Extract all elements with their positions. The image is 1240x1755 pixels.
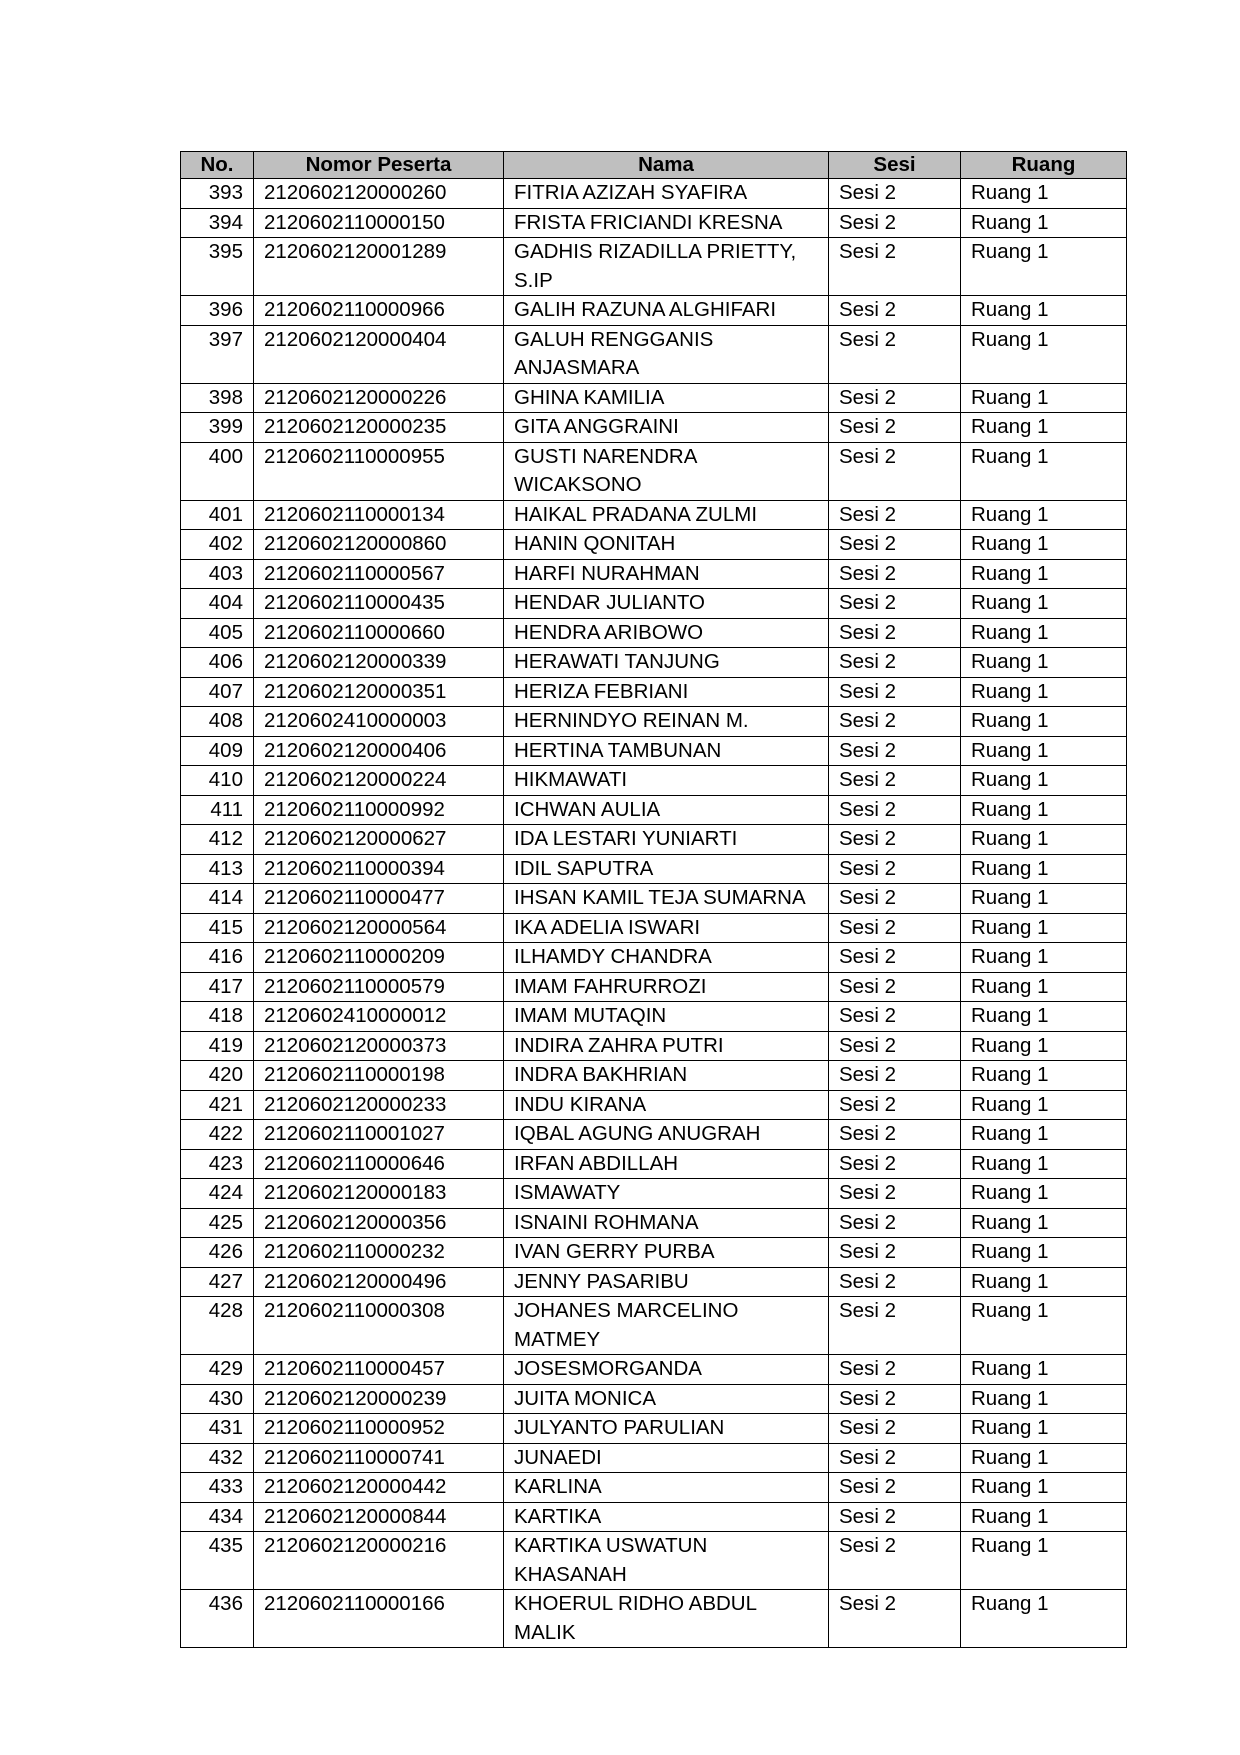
cell-nama: ILHAMDY CHANDRA [504,943,829,973]
cell-nama: KHOERUL RIDHO ABDUL MALIK [504,1590,829,1648]
cell-no: 433 [181,1473,254,1503]
cell-sesi: Sesi 2 [829,383,961,413]
cell-nomor-peserta: 2120602110000232 [254,1238,504,1268]
cell-ruang: Ruang 1 [961,1179,1127,1209]
cell-sesi: Sesi 2 [829,825,961,855]
cell-ruang: Ruang 1 [961,766,1127,796]
cell-sesi: Sesi 2 [829,413,961,443]
table-row [181,296,1127,326]
table-row [181,1473,1127,1503]
cell-ruang: Ruang 1 [961,943,1127,973]
cell-ruang: Ruang 1 [961,296,1127,326]
table-row [181,1414,1127,1444]
cell-ruang: Ruang 1 [961,1532,1127,1590]
cell-no: 429 [181,1355,254,1385]
cell-nama: JULYANTO PARULIAN [504,1414,829,1444]
cell-nomor-peserta: 2120602110001027 [254,1120,504,1150]
cell-ruang: Ruang 1 [961,1031,1127,1061]
cell-ruang: Ruang 1 [961,1061,1127,1091]
cell-no: 396 [181,296,254,326]
cell-sesi: Sesi 2 [829,1502,961,1532]
cell-nomor-peserta: 2120602110000457 [254,1355,504,1385]
cell-nomor-peserta: 2120602110000955 [254,442,504,500]
cell-nama: HANIN QONITAH [504,530,829,560]
cell-sesi: Sesi 2 [829,500,961,530]
cell-nomor-peserta: 2120602110000952 [254,1414,504,1444]
cell-sesi: Sesi 2 [829,707,961,737]
cell-ruang: Ruang 1 [961,413,1127,443]
cell-no: 415 [181,913,254,943]
cell-nomor-peserta: 2120602110000966 [254,296,504,326]
cell-no: 423 [181,1149,254,1179]
cell-nomor-peserta: 2120602120000564 [254,913,504,943]
cell-nama: JUITA MONICA [504,1384,829,1414]
cell-ruang: Ruang 1 [961,913,1127,943]
cell-nomor-peserta: 2120602120000224 [254,766,504,796]
cell-ruang: Ruang 1 [961,208,1127,238]
cell-ruang: Ruang 1 [961,530,1127,560]
cell-nama: KARLINA [504,1473,829,1503]
cell-no: 402 [181,530,254,560]
header-nomor-peserta: Nomor Peserta [254,152,504,179]
cell-ruang: Ruang 1 [961,383,1127,413]
cell-nama: IHSAN KAMIL TEJA SUMARNA [504,884,829,914]
cell-sesi: Sesi 2 [829,1414,961,1444]
cell-nomor-peserta: 2120602120000627 [254,825,504,855]
cell-nama: ISMAWATY [504,1179,829,1209]
table-row [181,943,1127,973]
cell-sesi: Sesi 2 [829,648,961,678]
cell-sesi: Sesi 2 [829,559,961,589]
cell-sesi: Sesi 2 [829,1002,961,1032]
cell-nama: HENDAR JULIANTO [504,589,829,619]
cell-ruang: Ruang 1 [961,1443,1127,1473]
table-row [181,884,1127,914]
cell-sesi: Sesi 2 [829,913,961,943]
cell-ruang: Ruang 1 [961,442,1127,500]
cell-nomor-peserta: 2120602120000260 [254,179,504,209]
cell-nomor-peserta: 2120602120000860 [254,530,504,560]
cell-no: 400 [181,442,254,500]
table-row [181,648,1127,678]
cell-nomor-peserta: 2120602110000150 [254,208,504,238]
table-row [181,1267,1127,1297]
cell-sesi: Sesi 2 [829,325,961,383]
cell-ruang: Ruang 1 [961,1355,1127,1385]
cell-nama: GALIH RAZUNA ALGHIFARI [504,296,829,326]
cell-sesi: Sesi 2 [829,618,961,648]
cell-no: 416 [181,943,254,973]
cell-no: 414 [181,884,254,914]
cell-no: 424 [181,1179,254,1209]
cell-no: 420 [181,1061,254,1091]
cell-nama: JENNY PASARIBU [504,1267,829,1297]
cell-nama: IMAM FAHRURROZI [504,972,829,1002]
cell-ruang: Ruang 1 [961,825,1127,855]
cell-sesi: Sesi 2 [829,1590,961,1648]
cell-nama: GADHIS RIZADILLA PRIETTY, S.IP [504,238,829,296]
cell-nomor-peserta: 2120602120000233 [254,1090,504,1120]
table-row [181,795,1127,825]
cell-sesi: Sesi 2 [829,238,961,296]
cell-no: 434 [181,1502,254,1532]
cell-nomor-peserta: 2120602110000209 [254,943,504,973]
cell-sesi: Sesi 2 [829,1355,961,1385]
table-row [181,1149,1127,1179]
cell-ruang: Ruang 1 [961,854,1127,884]
cell-no: 397 [181,325,254,383]
cell-nomor-peserta: 2120602110000394 [254,854,504,884]
cell-nama: ICHWAN AULIA [504,795,829,825]
cell-ruang: Ruang 1 [961,1238,1127,1268]
cell-ruang: Ruang 1 [961,179,1127,209]
cell-ruang: Ruang 1 [961,1120,1127,1150]
cell-nama: INDRA BAKHRIAN [504,1061,829,1091]
table-row [181,972,1127,1002]
cell-no: 430 [181,1384,254,1414]
cell-nomor-peserta: 2120602120001289 [254,238,504,296]
cell-nomor-peserta: 2120602110000166 [254,1590,504,1648]
cell-nomor-peserta: 2120602120000183 [254,1179,504,1209]
cell-sesi: Sesi 2 [829,530,961,560]
cell-no: 432 [181,1443,254,1473]
cell-nomor-peserta: 2120602110000134 [254,500,504,530]
cell-nomor-peserta: 2120602110000579 [254,972,504,1002]
cell-no: 394 [181,208,254,238]
table-row [181,1297,1127,1355]
cell-no: 427 [181,1267,254,1297]
table-row [181,1355,1127,1385]
cell-no: 395 [181,238,254,296]
cell-sesi: Sesi 2 [829,1384,961,1414]
cell-nama: IVAN GERRY PURBA [504,1238,829,1268]
cell-no: 417 [181,972,254,1002]
cell-no: 401 [181,500,254,530]
table-row [181,442,1127,500]
cell-nama: KARTIKA [504,1502,829,1532]
cell-nama: JOSESMORGANDA [504,1355,829,1385]
cell-ruang: Ruang 1 [961,500,1127,530]
cell-nomor-peserta: 2120602410000012 [254,1002,504,1032]
table-row [181,1502,1127,1532]
cell-no: 405 [181,618,254,648]
cell-no: 431 [181,1414,254,1444]
cell-no: 399 [181,413,254,443]
cell-ruang: Ruang 1 [961,884,1127,914]
cell-ruang: Ruang 1 [961,736,1127,766]
table-row [181,854,1127,884]
table-row [181,1090,1127,1120]
header-nama: Nama [504,152,829,179]
cell-no: 404 [181,589,254,619]
table-row [181,413,1127,443]
cell-ruang: Ruang 1 [961,1090,1127,1120]
cell-nama: IMAM MUTAQIN [504,1002,829,1032]
cell-nomor-peserta: 2120602110000198 [254,1061,504,1091]
cell-ruang: Ruang 1 [961,238,1127,296]
table-row [181,825,1127,855]
cell-nama: FITRIA AZIZAH SYAFIRA [504,179,829,209]
participant-table [180,151,1127,1648]
cell-sesi: Sesi 2 [829,1443,961,1473]
table-row [181,1443,1127,1473]
cell-nomor-peserta: 2120602120000406 [254,736,504,766]
cell-sesi: Sesi 2 [829,677,961,707]
cell-ruang: Ruang 1 [961,1502,1127,1532]
cell-sesi: Sesi 2 [829,795,961,825]
cell-nama: JOHANES MARCELINO MATMEY [504,1297,829,1355]
table-row [181,1031,1127,1061]
cell-nomor-peserta: 2120602120000404 [254,325,504,383]
table-row [181,1208,1127,1238]
cell-nomor-peserta: 2120602110000741 [254,1443,504,1473]
cell-no: 435 [181,1532,254,1590]
cell-nama: IDA LESTARI YUNIARTI [504,825,829,855]
cell-no: 425 [181,1208,254,1238]
cell-ruang: Ruang 1 [961,707,1127,737]
cell-nomor-peserta: 2120602120000844 [254,1502,504,1532]
cell-no: 422 [181,1120,254,1150]
cell-ruang: Ruang 1 [961,795,1127,825]
cell-sesi: Sesi 2 [829,1090,961,1120]
cell-sesi: Sesi 2 [829,884,961,914]
cell-no: 412 [181,825,254,855]
cell-nomor-peserta: 2120602120000239 [254,1384,504,1414]
cell-nomor-peserta: 2120602120000226 [254,383,504,413]
cell-no: 413 [181,854,254,884]
cell-nomor-peserta: 2120602120000235 [254,413,504,443]
cell-no: 409 [181,736,254,766]
header-row [181,152,1127,179]
cell-nama: KARTIKA USWATUN KHASANAH [504,1532,829,1590]
table-row [181,1238,1127,1268]
cell-no: 411 [181,795,254,825]
cell-nomor-peserta: 2120602120000442 [254,1473,504,1503]
cell-ruang: Ruang 1 [961,1267,1127,1297]
table-row [181,736,1127,766]
cell-ruang: Ruang 1 [961,559,1127,589]
table-row [181,707,1127,737]
table-row [181,618,1127,648]
cell-sesi: Sesi 2 [829,296,961,326]
table-row [181,530,1127,560]
cell-sesi: Sesi 2 [829,1267,961,1297]
table-row [181,589,1127,619]
table-row [181,1179,1127,1209]
cell-ruang: Ruang 1 [961,1473,1127,1503]
cell-ruang: Ruang 1 [961,1149,1127,1179]
cell-no: 436 [181,1590,254,1648]
cell-sesi: Sesi 2 [829,972,961,1002]
table-body [181,179,1127,1648]
cell-ruang: Ruang 1 [961,618,1127,648]
table-row [181,1120,1127,1150]
cell-sesi: Sesi 2 [829,1297,961,1355]
cell-sesi: Sesi 2 [829,589,961,619]
cell-nomor-peserta: 2120602110000308 [254,1297,504,1355]
cell-ruang: Ruang 1 [961,1590,1127,1648]
cell-nomor-peserta: 2120602110000435 [254,589,504,619]
cell-ruang: Ruang 1 [961,325,1127,383]
cell-nama: GUSTI NARENDRA WICAKSONO [504,442,829,500]
cell-sesi: Sesi 2 [829,1473,961,1503]
table-row [181,913,1127,943]
cell-nama: HERAWATI TANJUNG [504,648,829,678]
cell-nama: HENDRA ARIBOWO [504,618,829,648]
table-row [181,1590,1127,1648]
cell-nama: IDIL SAPUTRA [504,854,829,884]
table-row [181,500,1127,530]
cell-ruang: Ruang 1 [961,1414,1127,1444]
table-row [181,677,1127,707]
cell-ruang: Ruang 1 [961,1002,1127,1032]
cell-nama: IKA ADELIA ISWARI [504,913,829,943]
cell-sesi: Sesi 2 [829,1031,961,1061]
cell-sesi: Sesi 2 [829,1179,961,1209]
cell-nama: HIKMAWATI [504,766,829,796]
cell-nama: INDIRA ZAHRA PUTRI [504,1031,829,1061]
cell-nama: HERTINA TAMBUNAN [504,736,829,766]
cell-nomor-peserta: 2120602120000216 [254,1532,504,1590]
cell-sesi: Sesi 2 [829,736,961,766]
table-row [181,383,1127,413]
cell-nama: GHINA KAMILIA [504,383,829,413]
cell-no: 418 [181,1002,254,1032]
cell-ruang: Ruang 1 [961,677,1127,707]
cell-no: 419 [181,1031,254,1061]
cell-sesi: Sesi 2 [829,1238,961,1268]
cell-nama: ISNAINI ROHMANA [504,1208,829,1238]
cell-sesi: Sesi 2 [829,208,961,238]
cell-sesi: Sesi 2 [829,1149,961,1179]
cell-no: 426 [181,1238,254,1268]
cell-sesi: Sesi 2 [829,1061,961,1091]
cell-nama: GALUH RENGGANIS ANJASMARA [504,325,829,383]
table-row [181,179,1127,209]
cell-nama: HERIZA FEBRIANI [504,677,829,707]
cell-sesi: Sesi 2 [829,1120,961,1150]
cell-nomor-peserta: 2120602120000496 [254,1267,504,1297]
cell-nama: IRFAN ABDILLAH [504,1149,829,1179]
cell-nomor-peserta: 2120602110000646 [254,1149,504,1179]
cell-nama: FRISTA FRICIANDI KRESNA [504,208,829,238]
cell-no: 421 [181,1090,254,1120]
cell-no: 407 [181,677,254,707]
cell-no: 408 [181,707,254,737]
cell-nama: GITA ANGGRAINI [504,413,829,443]
table-header [181,152,1127,179]
cell-sesi: Sesi 2 [829,442,961,500]
cell-nomor-peserta: 2120602120000356 [254,1208,504,1238]
cell-no: 393 [181,179,254,209]
cell-ruang: Ruang 1 [961,972,1127,1002]
table-row [181,766,1127,796]
cell-ruang: Ruang 1 [961,589,1127,619]
cell-no: 410 [181,766,254,796]
cell-nama: HERNINDYO REINAN M. [504,707,829,737]
cell-ruang: Ruang 1 [961,1297,1127,1355]
table-row [181,238,1127,296]
cell-no: 403 [181,559,254,589]
cell-nomor-peserta: 2120602120000351 [254,677,504,707]
table-row [181,325,1127,383]
header-no: No. [181,152,254,179]
table-row [181,1384,1127,1414]
cell-sesi: Sesi 2 [829,1208,961,1238]
header-sesi: Sesi [829,152,961,179]
cell-nomor-peserta: 2120602110000567 [254,559,504,589]
cell-nama: HAIKAL PRADANA ZULMI [504,500,829,530]
cell-ruang: Ruang 1 [961,1208,1127,1238]
cell-no: 406 [181,648,254,678]
cell-nama: INDU KIRANA [504,1090,829,1120]
cell-nomor-peserta: 2120602410000003 [254,707,504,737]
cell-no: 398 [181,383,254,413]
cell-sesi: Sesi 2 [829,943,961,973]
table-row [181,1532,1127,1590]
cell-nomor-peserta: 2120602120000339 [254,648,504,678]
cell-sesi: Sesi 2 [829,766,961,796]
cell-nomor-peserta: 2120602120000373 [254,1031,504,1061]
cell-nama: JUNAEDI [504,1443,829,1473]
cell-nomor-peserta: 2120602110000477 [254,884,504,914]
cell-nomor-peserta: 2120602110000660 [254,618,504,648]
header-ruang: Ruang [961,152,1127,179]
cell-sesi: Sesi 2 [829,854,961,884]
cell-sesi: Sesi 2 [829,1532,961,1590]
cell-nama: IQBAL AGUNG ANUGRAH [504,1120,829,1150]
table-row [181,1061,1127,1091]
table-row [181,559,1127,589]
table-row [181,1002,1127,1032]
cell-nomor-peserta: 2120602110000992 [254,795,504,825]
table-row [181,208,1127,238]
cell-sesi: Sesi 2 [829,179,961,209]
cell-ruang: Ruang 1 [961,648,1127,678]
cell-no: 428 [181,1297,254,1355]
cell-ruang: Ruang 1 [961,1384,1127,1414]
cell-nama: HARFI NURAHMAN [504,559,829,589]
